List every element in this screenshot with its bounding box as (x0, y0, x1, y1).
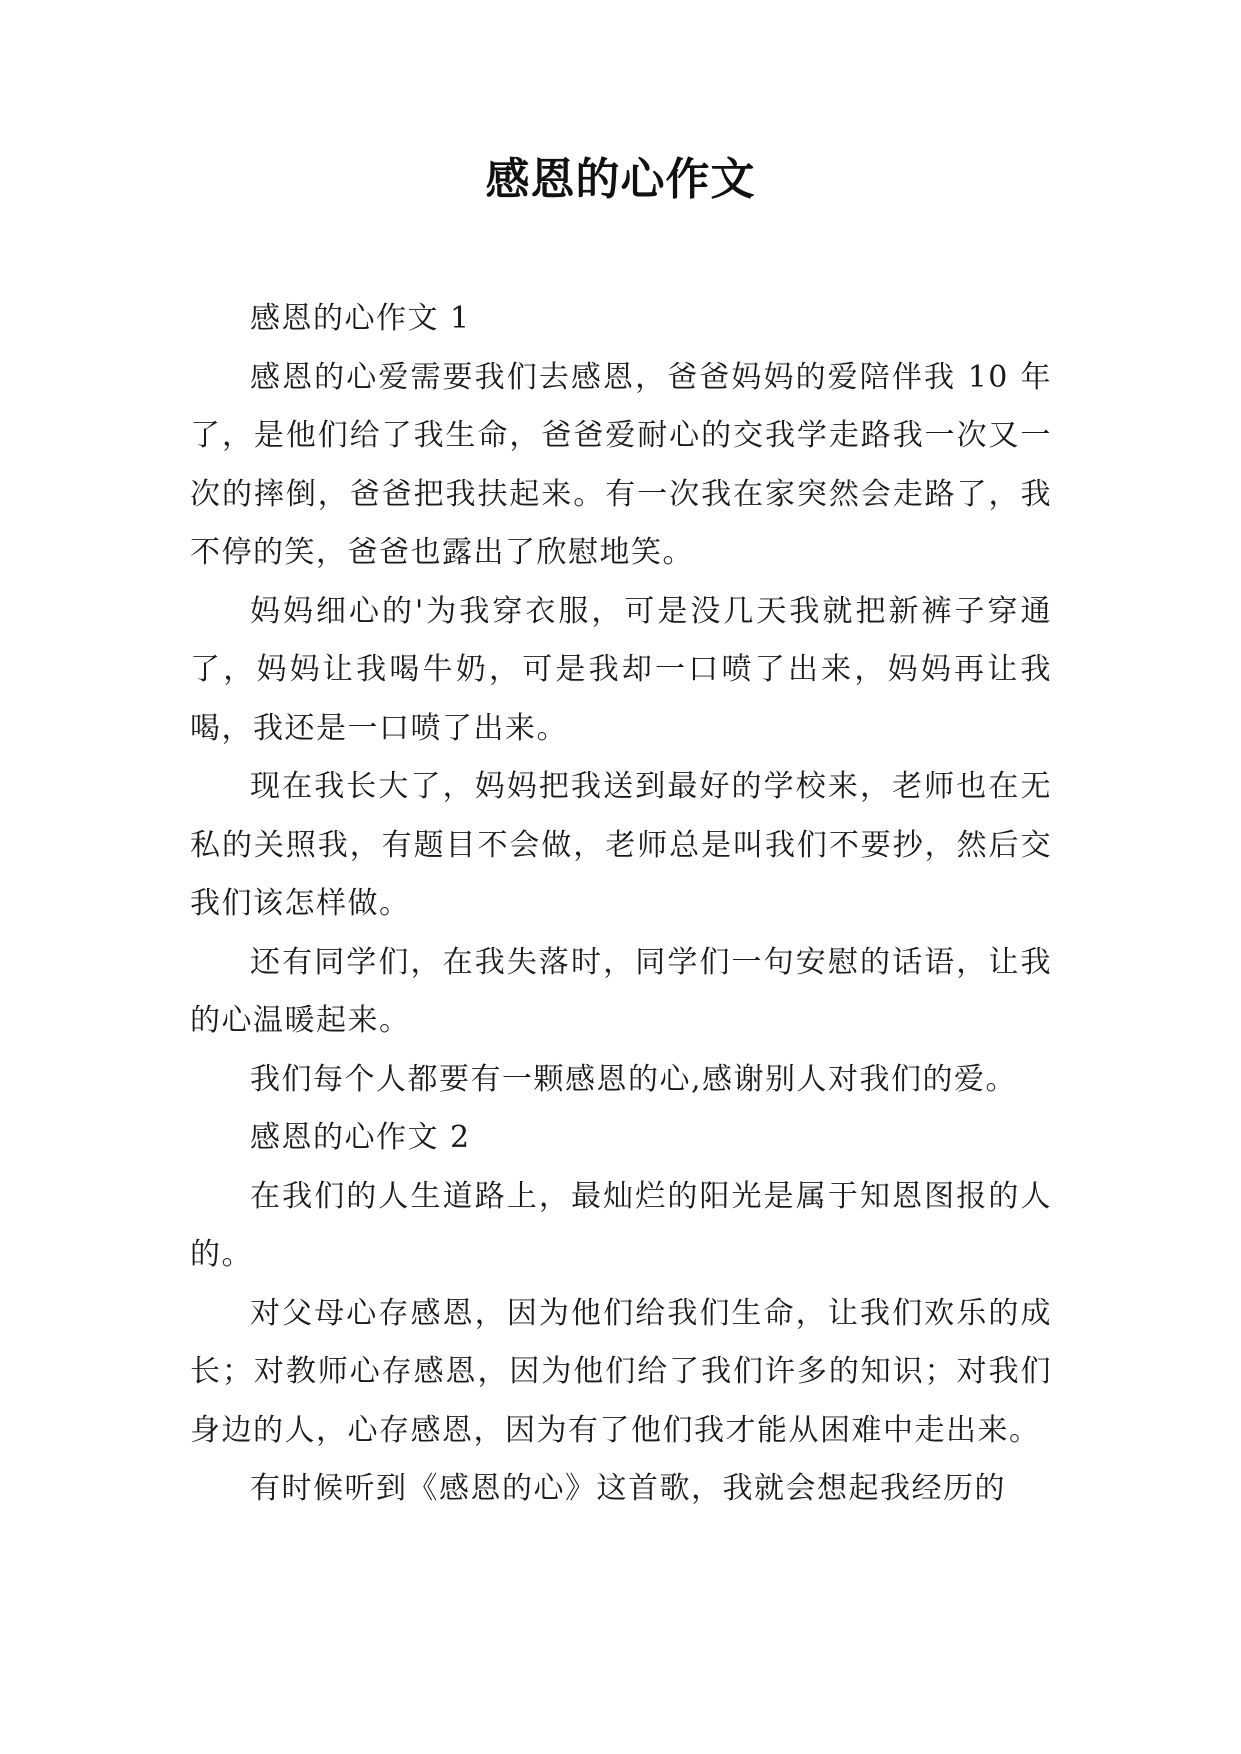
essay-heading-1: 感恩的心作文 1 (250, 301, 471, 336)
paragraph: 感恩的心爱需要我们去感恩，爸爸妈妈的爱陪伴我 10 年了，是他们给了我生命，爸爸爱耐心的交我学走路我一次又一次的摔倒，爸爸把我扶起来。有一次我在家突然会走路了，我不停的笑，爸爸也露出了欣慰地笑。 (190, 359, 1052, 570)
paragraph: 对父母心存感恩，因为他们给我们生命，让我们欢乐的成长；对教师心存感恩，因为他们给了我们许多的知识；对我们身边的人，心存感恩，因为有了他们我才能从困难中走出来。 (190, 1295, 1052, 1448)
paragraph: 现在我长大了，妈妈把我送到最好的学校来，老师也在无私的关照我，有题目不会做，老师总是叫我们不要抄，然后交我们该怎样做。 (190, 769, 1052, 921)
document-body (190, 290, 1052, 1519)
paragraph: 还有同学们，在我失落时，同学们一句安慰的话语，让我的心温暖起来。 (190, 944, 1052, 1038)
paragraph: 有时候听到《感恩的心》这首歌，我就会想起我经历的 (250, 1471, 1006, 1506)
paragraph: 妈妈细心的'为我穿衣服，可是没几天我就把新裤子穿通了，妈妈让我喝牛奶，可是我却一口喷了出来，妈妈再让我喝，我还是一口喷了出来。 (190, 593, 1052, 746)
paragraph: 在我们的人生道路上，最灿烂的阳光是属于知恩图报的人的。 (190, 1178, 1052, 1272)
document-title: 感恩的心作文 (485, 154, 756, 205)
paragraph: 我们每个人都要有一颗感恩的心,感谢别人对我们的爱。 (250, 1061, 1018, 1097)
essay-heading-2: 感恩的心作文 2 (250, 1120, 471, 1155)
